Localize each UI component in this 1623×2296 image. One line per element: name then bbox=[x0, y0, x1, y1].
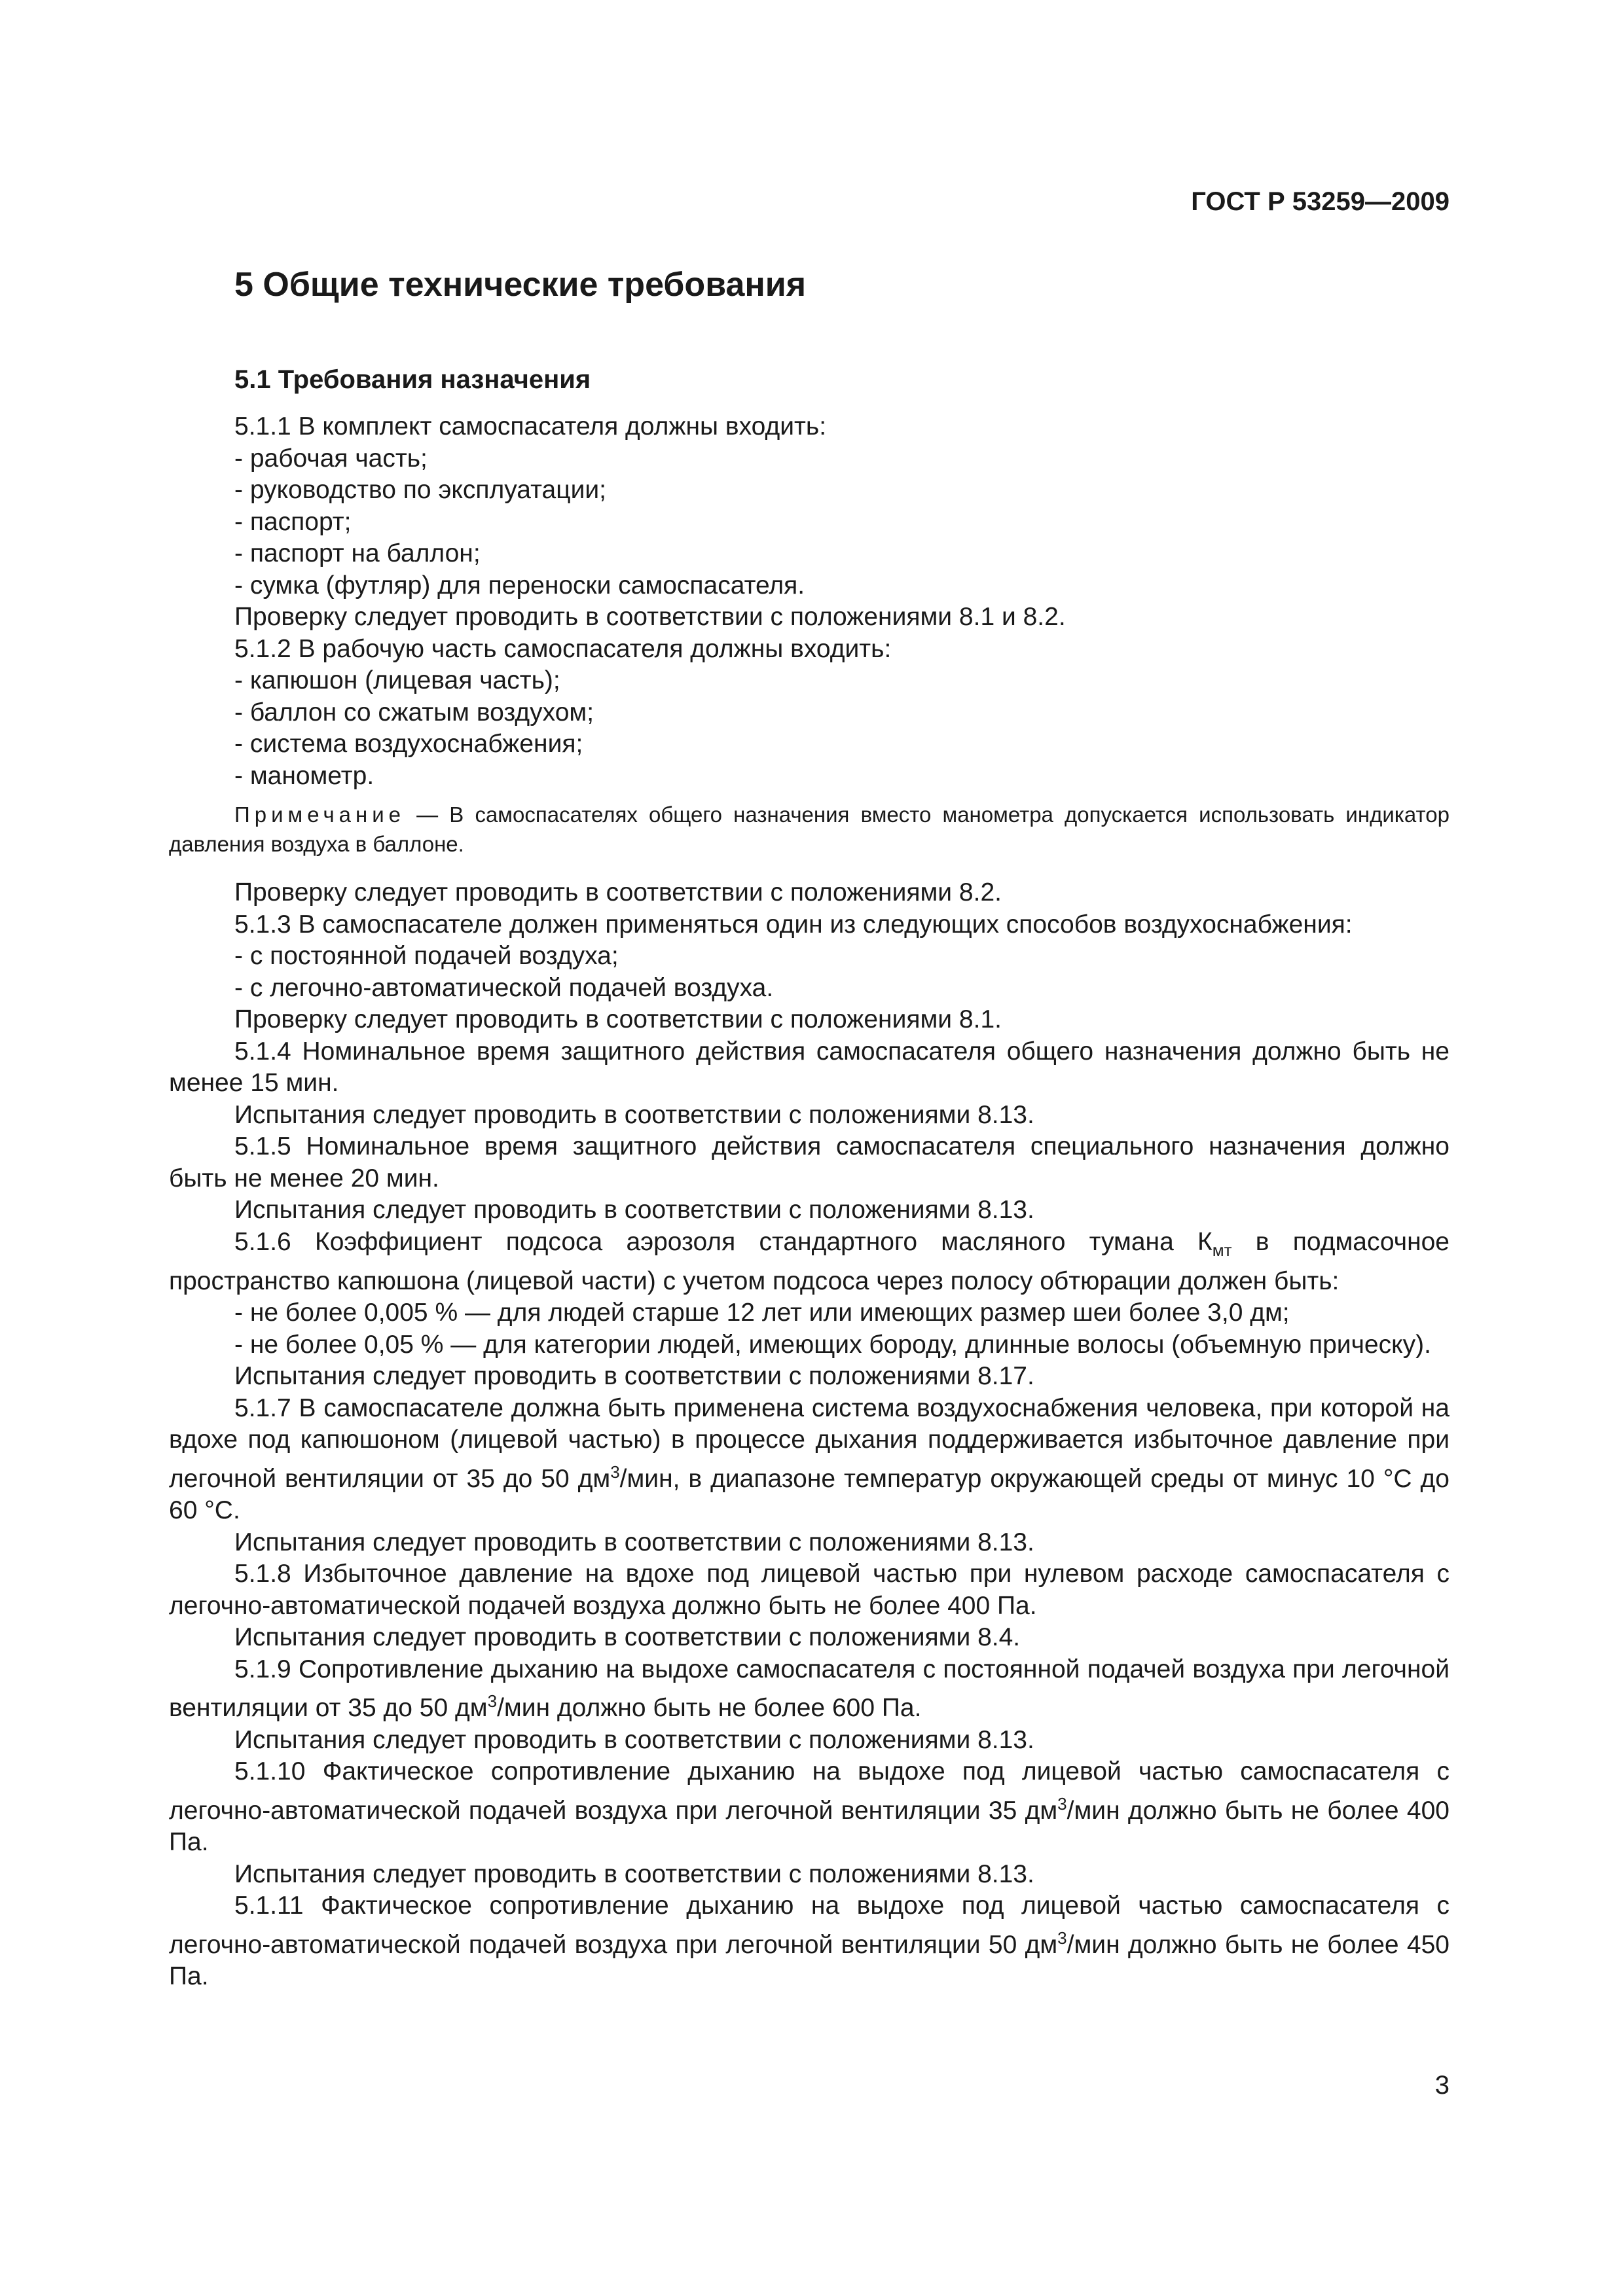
paragraph-5-1-11 bbox=[169, 1890, 1450, 1993]
document-code: ГОСТ Р 53259—2009 bbox=[1191, 187, 1450, 216]
text-run: /мин должно быть не более 450 Па. bbox=[169, 1930, 1450, 1991]
list-item: - паспорт; bbox=[234, 507, 352, 536]
paragraph: Испытания следует проводить в соответствии с положениями 8.17. bbox=[234, 1362, 1034, 1391]
paragraph: 5.1.4 Номинальное время защитного действия самоспасателя общего назначения должно быть не менее 15 мин. bbox=[169, 1037, 1450, 1097]
text-run: 5.1.6 Коэффициент подсоса аэрозоля стандартного масляного тумана К bbox=[234, 1227, 1213, 1256]
list-item: - сумка (футляр) для переноски самоспасателя. bbox=[234, 571, 805, 600]
list-item: - с легочно-автоматической подачей воздуха. bbox=[234, 973, 774, 1002]
list-item: - система воздухоснабжения; bbox=[234, 730, 583, 758]
paragraph: 5.1.2 В рабочую часть самоспасателя должны входить: bbox=[234, 634, 892, 663]
text-run: 5.1.11 Фактическое сопротивление дыханию на выдохе под лицевой частью самоспасателя с легочно-автоматической подачей воздуха при легочной вентиляции 50 дм bbox=[169, 1892, 1450, 1959]
paragraph: Испытания следует проводить в соответствии с положениями 8.4. bbox=[234, 1623, 1021, 1652]
text-run: 5.1.9 Сопротивление дыханию на выдохе самоспасателя с постоянной подачей воздуха при легочной вентиляции от 35 до 50 дм bbox=[169, 1655, 1450, 1723]
text-run: 5.1.7 В самоспасателе должна быть применена система воздухоснабжения человека, при которой на вдохе под капюшоном (лицевой частью) в процессе дыхания поддерживается избыточное давление при легочной вентиляции от 35 до 50 дм bbox=[169, 1393, 1450, 1493]
page-number: 3 bbox=[1434, 2071, 1450, 2100]
document-body bbox=[169, 411, 1450, 1993]
paragraph: Проверку следует проводить в соответствии с положениями 8.2. bbox=[234, 878, 1002, 906]
list-item: - не более 0,005 % — для людей старше 12 лет или имеющих размер шеи более 3,0 дм; bbox=[234, 1299, 1290, 1327]
superscript: 3 bbox=[610, 1462, 620, 1482]
note bbox=[169, 800, 1450, 859]
text-run: /мин должно быть не более 600 Па. bbox=[497, 1694, 922, 1723]
paragraph-5-1-6 bbox=[169, 1227, 1450, 1298]
text-run: в подмасочное пространство капюшона (лицевой части) с учетом подсоса через полосу обтюрации должен быть: bbox=[169, 1227, 1450, 1295]
paragraph: Испытания следует проводить в соответствии с положениями 8.13. bbox=[234, 1100, 1034, 1129]
list-item: - капюшон (лицевая часть); bbox=[234, 666, 560, 694]
paragraph: 5.1.8 Избыточное давление на вдохе под лицевой частью при нулевом расходе самоспасателя с легочно-автоматической подачей воздуха должно быть не более 400 Па. bbox=[169, 1560, 1450, 1620]
text-run: 5.1.10 Фактическое сопротивление дыханию на выдохе под лицевой частью самоспасателя с легочно-автоматической подачей воздуха при легочной вентиляции 35 дм bbox=[169, 1757, 1450, 1825]
list-item: - манометр. bbox=[234, 761, 374, 790]
superscript: 3 bbox=[1057, 1793, 1067, 1814]
paragraph: Испытания следует проводить в соответствии с положениями 8.13. bbox=[234, 1196, 1034, 1224]
list-item: - баллон со сжатым воздухом; bbox=[234, 698, 594, 726]
superscript: 3 bbox=[487, 1691, 498, 1712]
superscript: 3 bbox=[1057, 1928, 1067, 1948]
list-item: - паспорт на баллон; bbox=[234, 539, 481, 567]
paragraph-5-1-9 bbox=[169, 1654, 1450, 1725]
paragraph: 5.1.1 В комплект самоспасателя должны входить: bbox=[234, 412, 827, 440]
note-label: Примечание bbox=[234, 802, 406, 827]
paragraph-5-1-7 bbox=[169, 1393, 1450, 1527]
text-run: /мин должно быть не более 400 Па. bbox=[169, 1796, 1450, 1857]
list-item: - рабочая часть; bbox=[234, 444, 428, 473]
paragraph: Испытания следует проводить в соответствии с положениями 8.13. bbox=[234, 1725, 1034, 1754]
paragraph: Испытания следует проводить в соответствии с положениями 8.13. bbox=[234, 1528, 1034, 1556]
section-title: 5 Общие технические требования bbox=[234, 266, 807, 304]
subsection-title: 5.1 Требования назначения bbox=[234, 365, 591, 394]
paragraph: 5.1.5 Номинальное время защитного действия самоспасателя специального назначения должно быть не менее 20 мин. bbox=[169, 1132, 1450, 1193]
list-item: - руководство по эксплуатации; bbox=[234, 476, 606, 504]
paragraph: Испытания следует проводить в соответствии с положениями 8.13. bbox=[234, 1859, 1034, 1888]
note-text: — В самоспасателях общего назначения вместо манометра допускается использовать индикатор давления воздуха в баллоне. bbox=[169, 802, 1450, 856]
paragraph: Проверку следует проводить в соответствии с положениями 8.1 и 8.2. bbox=[234, 603, 1066, 631]
subscript: мт bbox=[1212, 1240, 1232, 1260]
paragraph-5-1-10 bbox=[169, 1756, 1450, 1859]
paragraph: Проверку следует проводить в соответствии с положениями 8.1. bbox=[234, 1005, 1002, 1033]
list-item: - не более 0,05 % — для категории людей, имеющих бороду, длинные волосы (объемную прическу). bbox=[234, 1330, 1431, 1359]
text-run: /мин, в диапазоне температур окружающей среды от минус 10 °С до 60 °С. bbox=[169, 1464, 1450, 1525]
paragraph: 5.1.3 В самоспасателе должен применяться один из следующих способов воздухоснабжения: bbox=[234, 910, 1353, 939]
list-item: - с постоянной подачей воздуха; bbox=[234, 942, 619, 970]
